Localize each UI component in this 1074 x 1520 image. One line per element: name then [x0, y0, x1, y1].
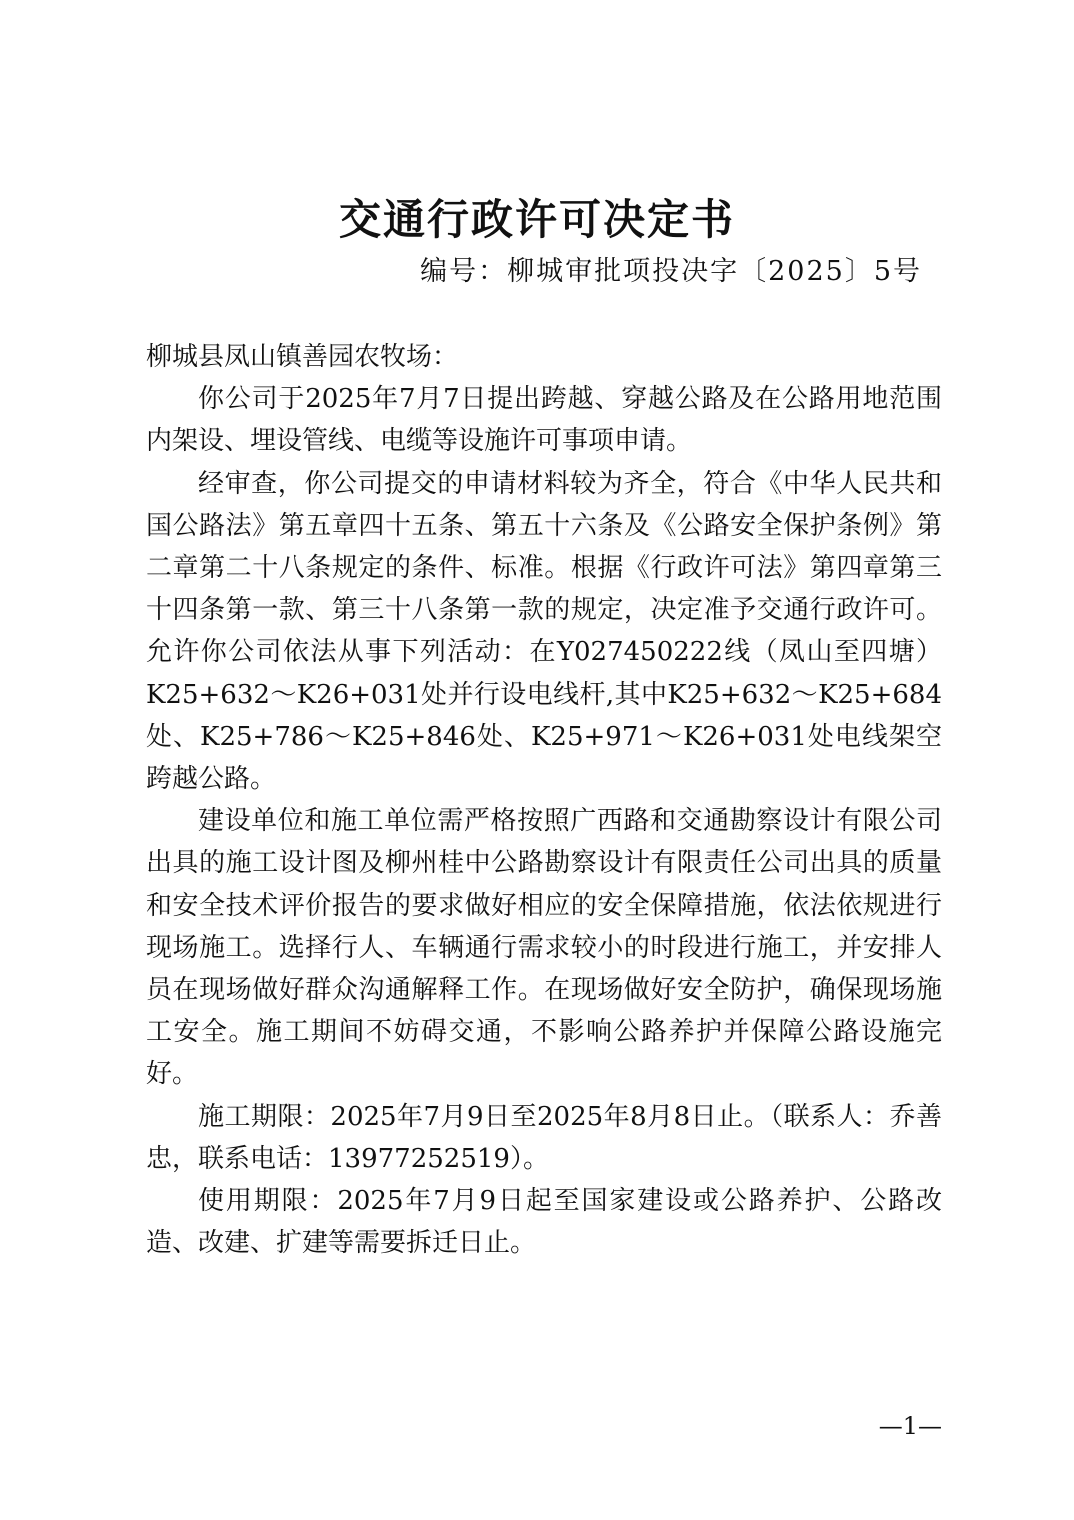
document-body [146, 336, 942, 1264]
salutation: 柳城县凤山镇善园农牧场： [146, 342, 459, 372]
page-number: —1— [878, 1412, 942, 1440]
paragraph-construction-period: 施工期限：2025年7月9日至2025年8月8日止。（联系人：乔善忠，联系电话：13977252519）。 [146, 1101, 942, 1174]
paragraph-decision: 经审查，你公司提交的申请材料较为齐全，符合《中华人民共和国公路法》第五章四十五条、第五十六条及《公路安全保护条例》第二章第二十八条规定的条件、标准。根据《行政许可法》第四章第三十四条第一款、第三十八条第一款的规定，决定准予交通行政许可。允许你公司依法从事下列活动：在Y027450222线（凤山至四塘）K25+632～K26+031处并行设电线杆,其中K25+632～K25+684处、K25+786～K25+846处、K25+971～K26+031处电线架空跨越公路。 [146, 468, 942, 795]
paragraph-application: 你公司于2025年7月7日提出跨越、穿越公路及在公路用地范围内架设、埋设管线、电缆等设施许可事项申请。 [146, 384, 942, 457]
document-title: 交通行政许可决定书 [338, 195, 735, 244]
paragraph-usage-period: 使用期限：2025年7月9日起至国家建设或公路养护、公路改造、改建、扩建等需要拆迁日止。 [146, 1186, 942, 1259]
paragraph-requirements: 建设单位和施工单位需严格按照广西路和交通勘察设计有限公司出具的施工设计图及柳州桂中公路勘察设计有限责任公司出具的质量和安全技术评价报告的要求做好相应的安全保障措施，依法依规进行现场施工。选择行人、车辆通行需求较小的时段进行施工，并安排人员在现场做好群众沟通解释工作。在现场做好安全防护，确保现场施工安全。施工期间不妨碍交通，不影响公路养护并保障公路设施完好。 [146, 806, 942, 1090]
document-number: 编号：柳城审批项投决字〔2025〕5号 [420, 256, 922, 287]
